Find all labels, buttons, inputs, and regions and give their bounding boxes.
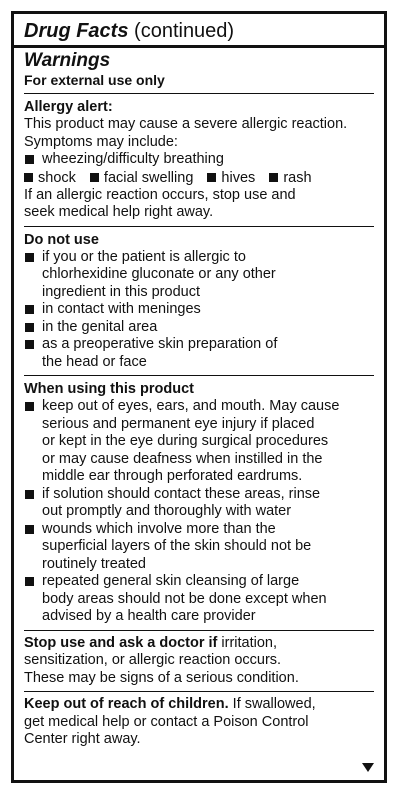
children-heading: Keep out of reach of children. bbox=[24, 696, 229, 712]
down-triangle-icon bbox=[362, 763, 374, 772]
stop-use-text bbox=[24, 635, 374, 653]
list-item-text: advised by a health care provider bbox=[42, 608, 256, 624]
stop-use-text: sensitization, or allergic reaction occurs. bbox=[24, 652, 282, 668]
stop-use-heading: Stop use and ask a doctor if bbox=[24, 634, 218, 651]
list-item-text: wheezing/difficulty breathing bbox=[42, 151, 224, 167]
do-not-use-heading: Do not use bbox=[24, 231, 99, 248]
list-item bbox=[24, 521, 374, 574]
list-item-text: body areas should not be done except when bbox=[42, 590, 327, 607]
divider bbox=[24, 375, 374, 376]
panel-title bbox=[24, 19, 374, 43]
warnings-heading: Warnings bbox=[24, 50, 111, 71]
children-text-part: If swallowed, bbox=[228, 696, 316, 712]
list-item-text: routinely treated bbox=[42, 555, 146, 572]
symptom: shock bbox=[38, 169, 76, 186]
bullet-icon bbox=[269, 173, 278, 182]
list-item-text: out promptly and thoroughly with water bbox=[42, 503, 292, 519]
title-main: Drug Facts bbox=[24, 20, 129, 42]
stop-use-text: These may be signs of a serious condition. bbox=[24, 669, 299, 686]
symptom: rash bbox=[283, 169, 312, 186]
bullet-icon bbox=[24, 173, 33, 182]
list-item bbox=[24, 398, 374, 486]
list-item-text: or kept in the eye during surgical procedures bbox=[42, 433, 329, 449]
bullet-icon bbox=[25, 577, 34, 586]
symptom: hives bbox=[221, 169, 256, 186]
list-item bbox=[24, 151, 374, 169]
allergy-text: This product may cause a severe allergic reaction. bbox=[24, 116, 348, 132]
bullet-icon bbox=[25, 340, 34, 349]
bullet-icon bbox=[25, 402, 34, 411]
bullet-icon bbox=[25, 323, 34, 332]
allergy-heading: Allergy alert: bbox=[24, 99, 113, 115]
divider bbox=[24, 691, 374, 692]
divider bbox=[24, 630, 374, 631]
list-item-text: as a preoperative skin preparation of bbox=[42, 336, 278, 352]
list-item bbox=[24, 319, 374, 337]
heavy-divider bbox=[14, 45, 384, 48]
children-text bbox=[24, 696, 374, 714]
bullet-icon bbox=[25, 305, 34, 314]
list-item-text: or may cause deafness when instilled in the bbox=[42, 450, 323, 467]
drug-facts-panel bbox=[11, 11, 387, 783]
list-item-text: repeated general skin cleansing of large bbox=[42, 573, 300, 589]
symptom-list bbox=[24, 169, 374, 187]
list-item-text: chlorhexidine gluconate or any other bbox=[42, 266, 276, 282]
list-item bbox=[24, 573, 374, 626]
stop-use-text-part: irritation, bbox=[217, 634, 278, 651]
bullet-icon bbox=[207, 173, 216, 182]
list-item-text: in the genital area bbox=[42, 318, 158, 335]
children-text: Center right away. bbox=[24, 731, 141, 747]
bullet-icon bbox=[25, 490, 34, 499]
list-item bbox=[24, 301, 374, 319]
allergy-text: seek medical help right away. bbox=[24, 204, 214, 220]
list-item bbox=[24, 486, 374, 521]
symptom: facial swelling bbox=[103, 169, 194, 186]
bullet-icon bbox=[25, 525, 34, 534]
list-item-text: wounds which involve more than the bbox=[42, 520, 276, 537]
bullet-icon bbox=[90, 173, 99, 182]
list-item-text: the head or face bbox=[42, 353, 147, 370]
children-text: get medical help or contact a Poison Control bbox=[24, 713, 309, 730]
list-item-text: superficial layers of the skin should not be bbox=[42, 538, 312, 554]
external-use-note: For external use only bbox=[24, 72, 165, 88]
when-using-heading: When using this product bbox=[24, 381, 194, 397]
list-item bbox=[24, 336, 374, 371]
list-item-text: in contact with meninges bbox=[42, 301, 201, 317]
bullet-icon bbox=[25, 253, 34, 262]
list-item-text: keep out of eyes, ears, and mouth. May cause bbox=[42, 398, 340, 414]
list-item bbox=[24, 249, 374, 302]
list-item-text: ingredient in this product bbox=[42, 283, 200, 300]
list-item-text: middle ear through perforated eardrums. bbox=[42, 468, 303, 484]
title-suffix: (continued) bbox=[134, 20, 235, 42]
allergy-text: If an allergic reaction occurs, stop use and bbox=[24, 186, 296, 203]
list-item-text: serious and permanent eye injury if placed bbox=[42, 415, 315, 432]
allergy-text: Symptoms may include: bbox=[24, 133, 178, 150]
list-item-text: if solution should contact these areas, rinse bbox=[42, 485, 321, 502]
divider bbox=[24, 93, 374, 94]
list-item-text: if you or the patient is allergic to bbox=[42, 248, 246, 265]
bullet-icon bbox=[25, 155, 34, 164]
divider bbox=[24, 226, 374, 227]
